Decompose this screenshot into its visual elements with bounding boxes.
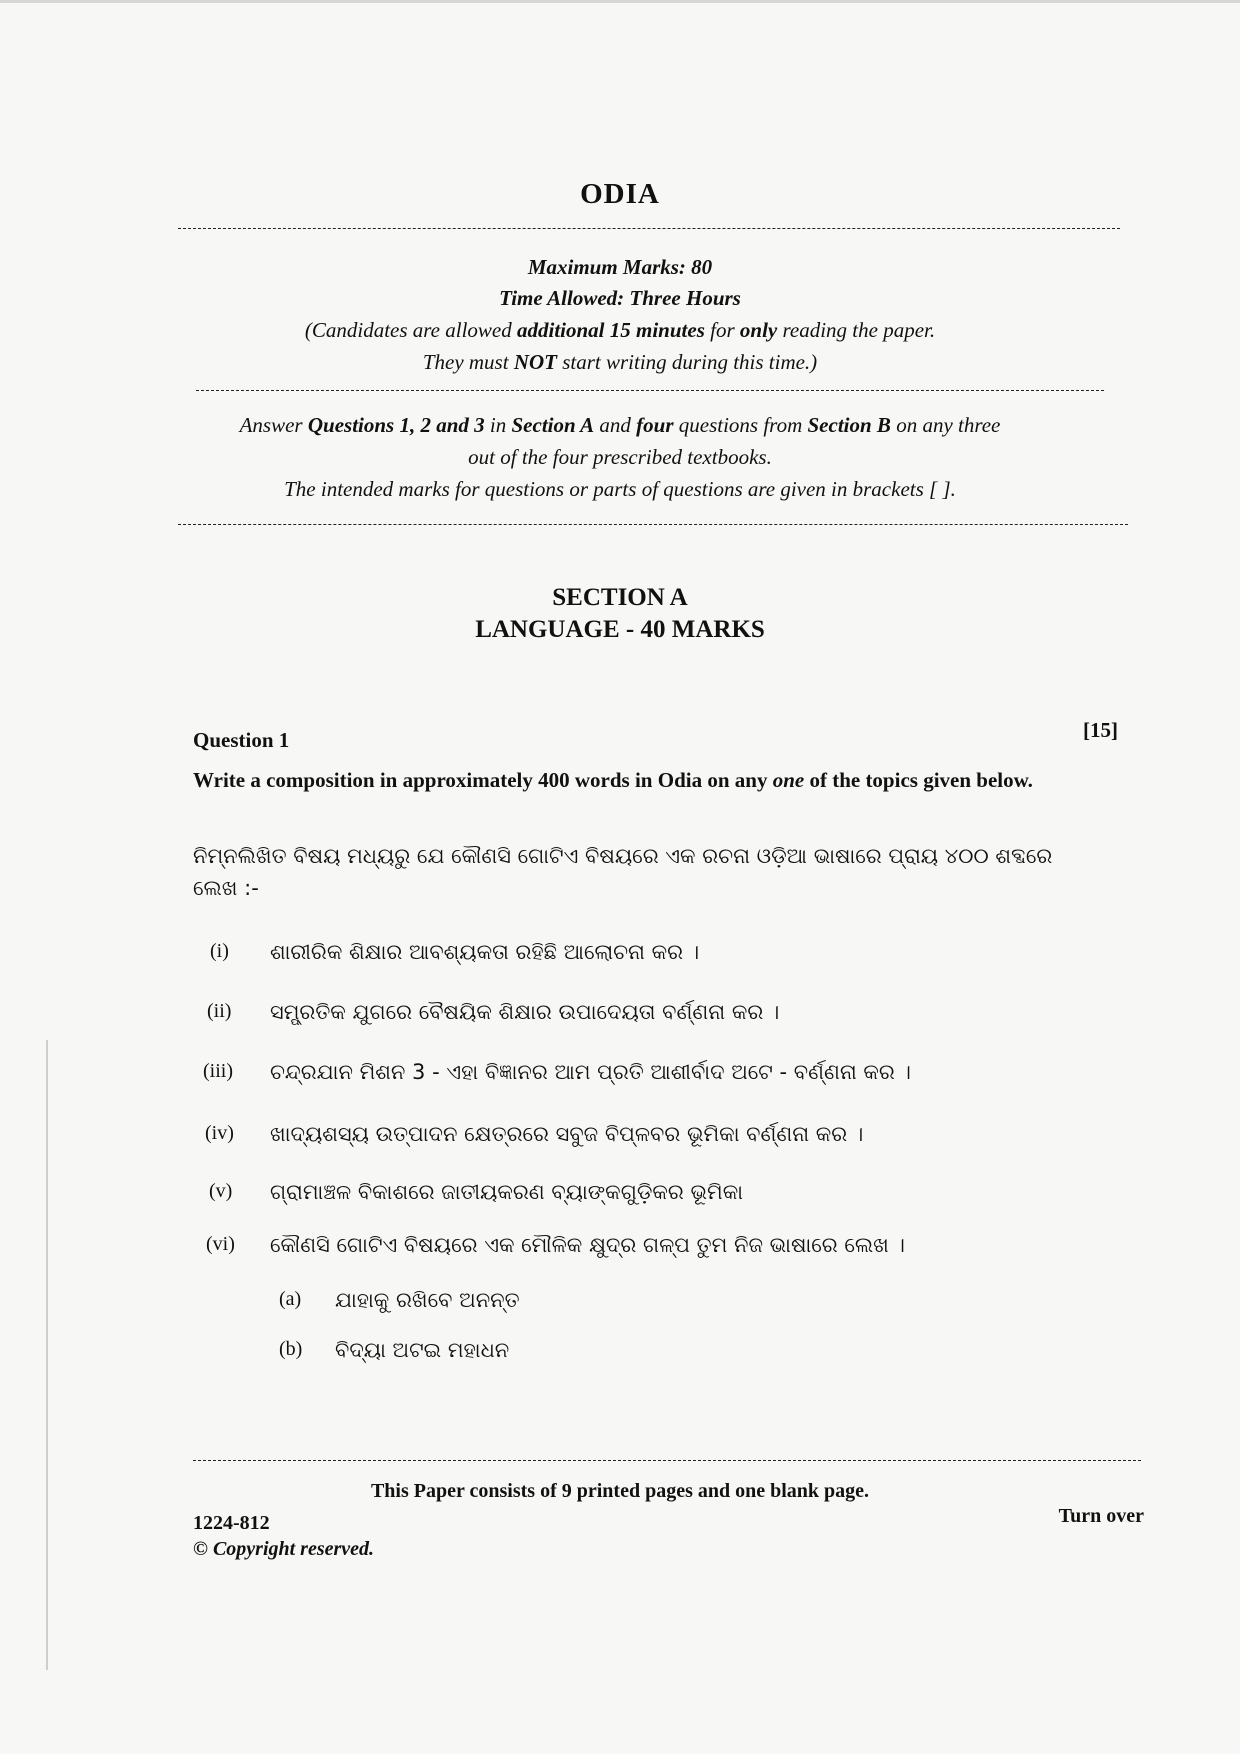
topic-text: କୌଣସି ଗୋଟିଏ ବିଷୟରେ ଏକ ମୌଳିକ କ୍ଷୁଦ୍ର ଗଳ୍ପ ତୁମ ନିଜ ଭାଷାରେ ଲେଖ ।: [270, 1233, 905, 1257]
subtopic-number: (b): [279, 1338, 303, 1360]
instr-emphasis: four: [636, 413, 674, 437]
instr-text: questions from: [673, 413, 808, 437]
note-text: start writing during this time.): [556, 350, 818, 374]
note-text: (Candidates are allowed: [304, 318, 517, 342]
instructions-line1: [0, 413, 1240, 438]
instr-text: Answer: [239, 413, 308, 437]
instr-emphasis: Section B: [807, 413, 891, 437]
topic-number: (v): [209, 1180, 233, 1202]
topic-number: (iii): [203, 1060, 233, 1082]
topic-text: ଚନ୍ଦ୍ରଯାନ ମିଶନ 3 - ଏହା ବିଜ୍ଞାନର ଆମ ପ୍ରତି ଆଶୀର୍ବାଦ ଅଟେ - ବର୍ଣ୍ଣନା କର ।: [270, 1060, 911, 1084]
topic-text: ସମ୍ପ୍ରତିକ ଯୁଗରେ ବୈଷୟିକ ଶିକ୍ଷାର ଉପାଦେୟତା ବର୍ଣ୍ଣନା କର ।: [270, 1000, 780, 1024]
paper-code: 1224-812: [193, 1512, 270, 1534]
reading-note-line1: [0, 318, 1240, 343]
topic-number: (i): [210, 940, 229, 962]
subtopic-text: ବିଦ୍ୟା ଅଟଇ ମହାଧନ: [335, 1338, 510, 1362]
instructions-line3: The intended marks for questions or parts of questions are given in brackets [ ].: [284, 477, 956, 501]
question-label: Question 1: [193, 728, 290, 752]
instruction-text: of the topics given below.: [804, 768, 1033, 792]
subject-title: ODIA: [580, 178, 660, 210]
reading-note-line2: [0, 350, 1240, 375]
note-emphasis: additional 15 minutes: [517, 318, 705, 342]
instr-text: on any three: [890, 413, 1001, 437]
topic-text: ଶାରୀରିକ ଶିକ୍ଷାର ଆବଶ୍ୟକତା ରହିଛି ଆଲୋଚନା କର ।: [270, 940, 700, 964]
pages-note: This Paper consists of 9 printed pages and one blank page.: [370, 1480, 870, 1502]
turn-over: Turn over: [1058, 1505, 1144, 1527]
topic-text: ଗ୍ରାମାଞ୍ଚଳ ବିକାଶରେ ଜାତୀୟକରଣ ବ୍ୟାଙ୍କଗୁଡ଼ିକର ଭୂମିକା: [270, 1180, 744, 1204]
topic-text: ଖାଦ୍ୟଶସ୍ୟ ଉତ୍ପାଦନ କ୍ଷେତ୍ରରେ ସବୁଜ ବିପ୍ଳବର ଭୂମିକା ବର୍ଣ୍ଣନା କର ।: [270, 1122, 864, 1146]
question-marks: [15]: [1083, 718, 1118, 742]
topic-number: (vi): [206, 1233, 235, 1255]
section-subtitle: LANGUAGE - 40 MARKS: [475, 616, 765, 643]
note-text: for: [704, 318, 740, 342]
note-emphasis: only: [739, 318, 778, 342]
topic-number: (ii): [207, 1000, 232, 1022]
time-allowed: Time Allowed: Three Hours: [499, 286, 741, 310]
instruction-text: Write a composition in approximately 400 words in Odia on any: [193, 768, 773, 792]
subtopic-number: (a): [279, 1288, 302, 1310]
instr-text: and: [594, 413, 637, 437]
note-text: They must: [422, 350, 514, 374]
subtopic-text: ଯାହାକୁ ରଖିବେ ଅନନ୍ତ: [335, 1288, 520, 1312]
section-title: SECTION A: [552, 584, 688, 611]
divider-3: [178, 524, 1128, 525]
instr-text: in: [484, 413, 512, 437]
max-marks: Maximum Marks: 80: [527, 255, 713, 279]
topic-number: (iv): [205, 1122, 234, 1144]
instruction-emphasis: one: [772, 768, 805, 792]
instr-emphasis: Questions 1, 2 and 3: [307, 413, 485, 437]
note-text: reading the paper.: [777, 318, 936, 342]
copyright-notice: © Copyright reserved.: [193, 1538, 375, 1560]
footer-divider: [193, 1460, 1141, 1461]
divider-1: [178, 228, 1120, 229]
instructions-line2: out of the four prescribed textbooks.: [468, 445, 772, 469]
note-emphasis: NOT: [513, 350, 557, 374]
odia-intro: ନିମ୍ନଲିଖିତ ବିଷୟ ମଧ୍ୟରୁ ଯେ କୌଣସି ଗୋଟିଏ ବିଷୟରେ ଏକ ରଚନା ଓଡ଼ିଆ ଭାଷାରେ ପ୍ରାୟ ୪୦୦ ଶବ୍ଦରେ ଲେଖ :-: [193, 844, 1053, 900]
question-instruction: [193, 764, 1073, 796]
instr-emphasis: Section A: [511, 413, 595, 437]
divider-2: [196, 390, 1104, 391]
